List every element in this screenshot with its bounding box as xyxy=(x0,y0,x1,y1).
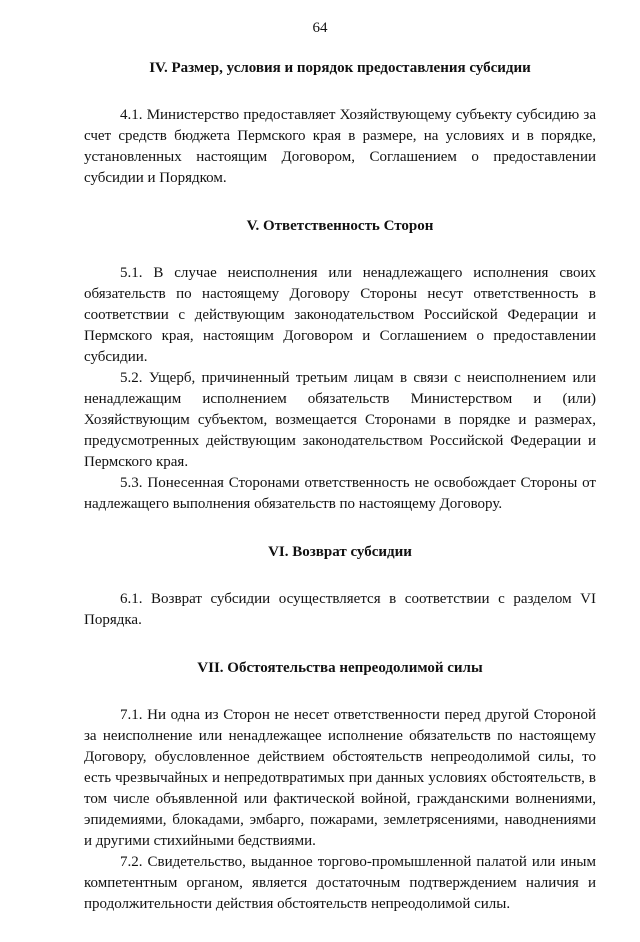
section-heading-v: V. Ответственность Сторон xyxy=(246,218,434,234)
paragraph-4-1: 4.1. Министерство предоставляет Хозяйствующему субъекту субсидию за счет средств бюджета Пермского края в размере, на условиях и в порядке, установленных настоящим Договором, Соглашением о предоставлении субсидии и Порядком. xyxy=(84,107,596,186)
document-body xyxy=(84,58,596,942)
section-iv xyxy=(84,58,596,189)
paragraph-6-1: 6.1. Возврат субсидии осуществляется в соответствии с разделом VI Порядка. xyxy=(84,591,596,628)
paragraph-5-3: 5.3. Понесенная Сторонами ответственность не освобождает Стороны от надлежащего выполнения обязательств по настоящему Договору. xyxy=(84,475,596,512)
section-heading-vii: VII. Обстоятельства непреодолимой силы xyxy=(197,660,483,676)
page-number: 64 xyxy=(312,20,328,36)
paragraph-5-1: 5.1. В случае неисполнения или ненадлежащего исполнения своих обязательств по настоящему Договору Стороны несут ответственность в соответствии с действующим законодательством Российской Федерации и Пермского края, настоящим Договором и Соглашением о предоставлении субсидии. xyxy=(84,265,596,365)
section-v xyxy=(84,216,596,515)
paragraph-7-2: 7.2. Свидетельство, выданное торгово-промышленной палатой или иным компетентным органом, является достаточным подтверждением наличия и продолжительности действия обстоятельств непреодолимой силы. xyxy=(84,854,596,912)
paragraph-5-2: 5.2. Ущерб, причиненный третьим лицам в связи с неисполнением или ненадлежащим исполнением обязательств Министерством и (или) Хозяйствующим субъектом, возмещается Сторонами в порядке и размерах, предусмотренных действующим законодательством Российской Федерации и Пермского края. xyxy=(84,370,596,470)
section-heading-vi: VI. Возврат субсидии xyxy=(268,544,412,560)
section-heading-iv: IV. Размер, условия и порядок предоставления субсидии xyxy=(149,60,531,76)
section-vi xyxy=(84,542,596,631)
section-vii xyxy=(84,658,596,915)
paragraph-7-1: 7.1. Ни одна из Сторон не несет ответственности перед другой Стороной за неисполнение или ненадлежащее исполнение обязательств по настоящему Договору, обусловленное действием обстоятельств непреодолимой силы, то есть чрезвычайных и непредотвратимых при данных условиях обстоятельств, в том числе объявленной или фактической войной, гражданскими волнениями, эпидемиями, блокадами, эмбарго, пожарами, землетрясениями, наводнениями и другими стихийными бедствиями. xyxy=(84,707,596,849)
